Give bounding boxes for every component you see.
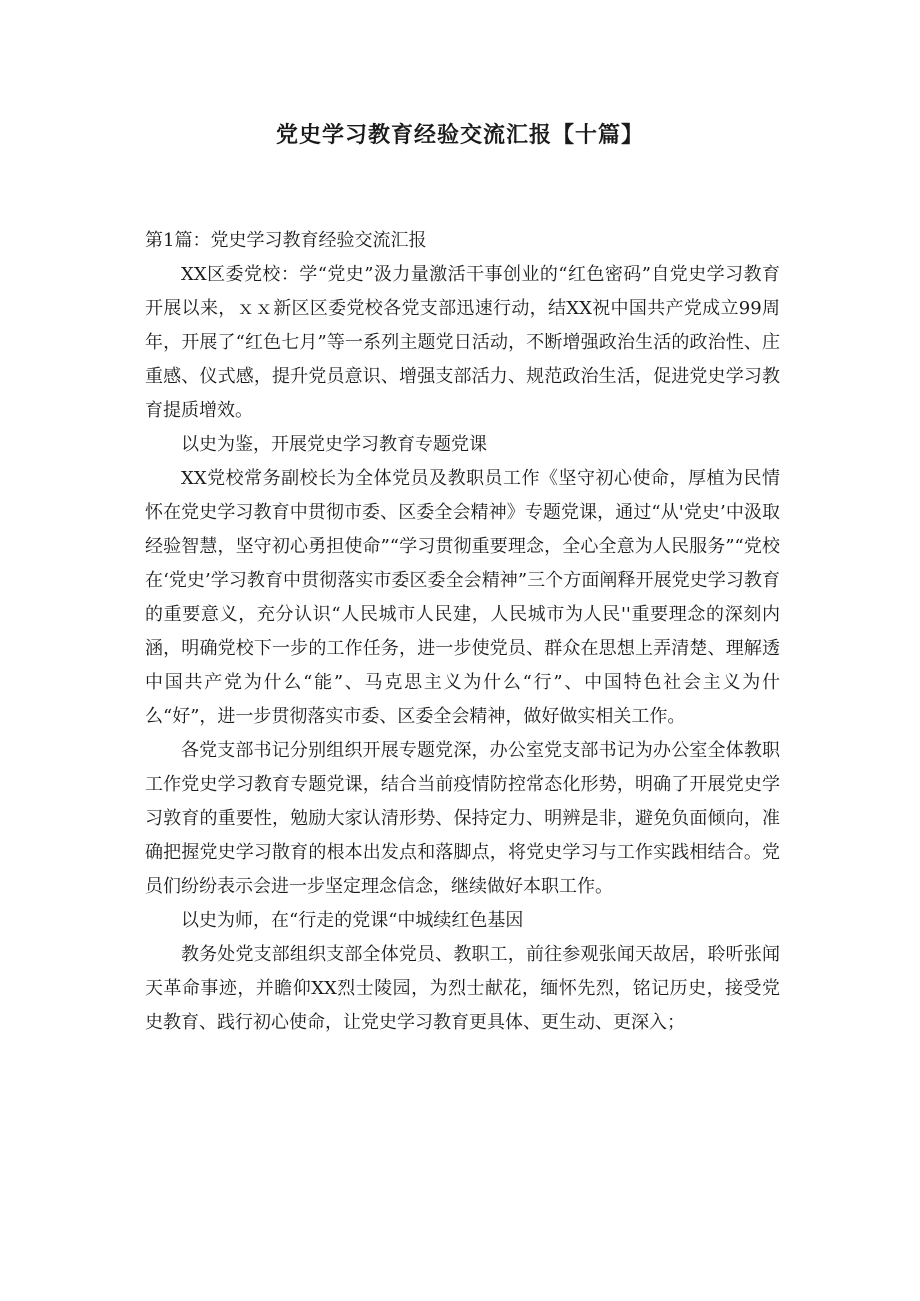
subheading-history-as-mirror: 以史为鉴，开展党史学习教育专题党课	[181, 434, 487, 455]
paragraph-special-lecture: XX党校常务副校长为全体党员及教职员工作《坚守初心使命，厚植为民情怀在党史学习教育中贯彻市委、区委全会精神》专题党课，通过“从'党史’中汲取经验智慧，坚守初心勇担使命”“学习贯彻重要理念，全心全意为人民服务”“党校在‘党史’学习教育中贯彻落实市委区委全会精神”三个方面阐释开展党史学习教育的重要意义，充分认识“人民城市人民建，人民城市为人民''重要理念的深刻内涵，明确党校下一步的工作任务，进一步使党员、群众在思想上弄清楚、理解透中国共产党为什么“能”、马克思主义为什么“行”、中国特色社会主义为什么“好”，进一步贯彻落实市委、区委全会精神，做好做实相关工作。	[145, 468, 780, 727]
subheading-history-as-teacher: 以史为师，在“行走的党课“中城续红色基因	[181, 910, 524, 931]
paragraph-intro: XX区委党校：学“党史”汲力量激活干事创业的“红色密码”自党史学习教育开展以来，ｘｘ新区区委党校各党支部迅速行动，结XX祝中国共产党成立99周年，开展了“红色七月”等一系列主题党日活动，不断增强政治生活的政治性、庄重感、仪式感，提升党员意识、增强支部活力、规范政治生活，促进党史学习教育提质增效。	[145, 264, 780, 421]
paragraph-branch-secretaries: 各党支部书记分别组织开展专题党深，办公室党支部书记为办公室全体教职工作党史学习教育专题党课，结合当前疫情防控常态化形势，明确了开展党史学习敦育的重要性，勉励大家认清形势、保持定力、明辨是非，避免负面倾向，准确把握党史学习散育的根本出发点和落脚点，将党史学习与工作实践相结合。党员们纷纷表示会进一步坚定理念信念，继续做好本职工作。	[145, 740, 780, 897]
page-title: 党史学习教育经验交流汇报【十篇】	[275, 123, 644, 148]
section-label: 第1篇：党史学习教育经验交流汇报	[145, 230, 427, 251]
paragraph-field-visit: 教务处党支部组织支部全体党员、教职工，前往参观张闻天故居，聆听张闻天革命事迹，并瞻仰XX烈士陵园，为烈士献花，缅怀先烈，铭记历史，接受党史教育、践行初心使命，让党史学习教育更具体、更生动、更深入；	[145, 944, 780, 1033]
document-body	[145, 224, 780, 1040]
